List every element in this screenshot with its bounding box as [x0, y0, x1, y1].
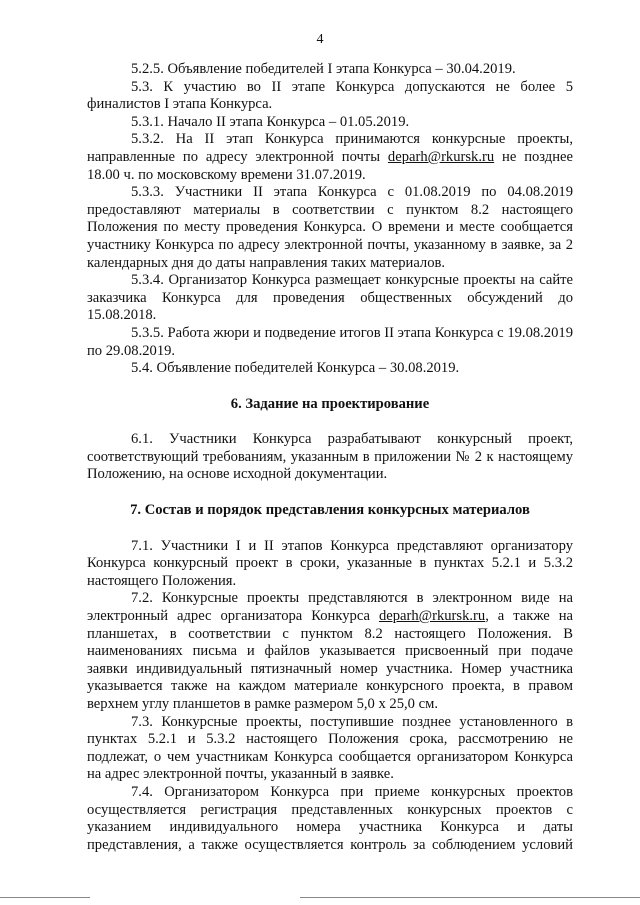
paragraph-5-3-1: 5.3.1. Начало II этапа Конкурса – 01.05.2019.: [131, 113, 410, 130]
paragraph-5-3-2-text-start: 5.3.2. На II этап Конкурса принимаются конкурсные проекты, направленные по адресу электронной почты: [87, 131, 573, 165]
paragraph-7-2-text-start: 7.2. Конкурсные проекты представляются в электронном виде на электронный адрес организатора Конкурса: [87, 590, 573, 625]
paragraph-7-4: 7.4. Организатором Конкурса при приеме конкурсных проектов осуществляется регистрация представленных конкурсных проектов с указанием индивидуального номера участника Конкурса и даты представления, а также осуществляется контроль за соблюдением условий: [87, 783, 573, 853]
email-link[interactable]: deparh@rkursk.ru: [378, 608, 486, 625]
footer-rule-segment: [0, 897, 90, 898]
document-body: [87, 61, 573, 854]
section-heading-7: 7. Состав и порядок представления конкурсных материалов: [130, 502, 530, 519]
section-spacer: [87, 413, 573, 431]
paragraph-5-3-4: 5.3.4. Организатор Конкурса размещает конкурсные проекты на сайте заказчика Конкурса для проведения общественных обсуждений до 15.08.2018.: [87, 272, 573, 324]
section-spacer: [87, 520, 573, 538]
page-number: 4: [316, 32, 324, 47]
section-heading-6: 6. Задание на проектирование: [230, 395, 430, 412]
section-spacer: [87, 484, 573, 502]
paragraph-7-1: 7.1. Участники I и II этапов Конкурса представляют организатору Конкурса конкурсный проект в сроки, указанные в пунктах 5.2.1 и 5.3.2 настоящего Положения.: [87, 537, 573, 589]
paragraph-5-3-2: [87, 131, 573, 184]
paragraph-6-1: 6.1. Участники Конкурса разрабатывают конкурсный проект, соответствующий требованиям, указанным в приложении № 2 к настоящему Положению, на основе исходной документации.: [87, 431, 573, 483]
paragraph-5-3-5: 5.3.5. Работа жюри и подведение итогов II этапа Конкурса с 19.08.2019 по 29.08.2019.: [87, 324, 573, 359]
paragraph-5-3-2-text-end: не позднее 18.00 ч. по московскому времени 31.07.2019.: [87, 148, 574, 183]
paragraph-5-3: 5.3. К участию во II этапе Конкурса допускаются не более 5 финалистов I этапа Конкурса.: [87, 78, 573, 113]
paragraph-7-2-text-end: , а также на планшетах, в соответствии с пунктом 8.2 настоящего Положения. В наименованиях письма и файлов указывается присвоенный при подаче заявки индивидуальный пятизначный номер участника. Номер участника указывается также на каждом материале конкурсного проекта, в правом верхнем углу планшетов в рамке размером 5,0 х 25,0 см.: [87, 608, 573, 712]
section-spacer: [87, 378, 573, 396]
page-footer-rule: [0, 891, 640, 901]
paragraph-5-2-5: 5.2.5. Объявление победителей I этапа Конкурса – 30.04.2019.: [131, 61, 516, 77]
paragraph-5-4: 5.4. Объявление победителей Конкурса – 30.08.2019.: [131, 360, 460, 377]
paragraph-7-2: [87, 590, 573, 713]
paragraph-7-3: 7.3. Конкурсные проекты, поступившие позднее установленного в пунктах 5.2.1 и 5.3.2 настоящего Положения срока, рассмотрению не подлежат, о чем участникам Конкурса сообщается организатором Конкурса на адрес электронной почты, указанный в заявке.: [87, 713, 573, 783]
email-link[interactable]: deparh@rkursk.ru: [387, 148, 495, 165]
footer-rule-segment: [300, 897, 640, 898]
paragraph-5-3-3: 5.3.3. Участники II этапа Конкурса с 01.08.2019 по 04.08.2019 предоставляют материалы в соответствии с пунктом 8.2 настоящего Положения по месту проведения Конкурса. О времени и месте сообщается участнику Конкурса по адресу электронной почты, указанному в заявке, за 2 календарных дня до даты направления таких материалов.: [87, 184, 573, 271]
